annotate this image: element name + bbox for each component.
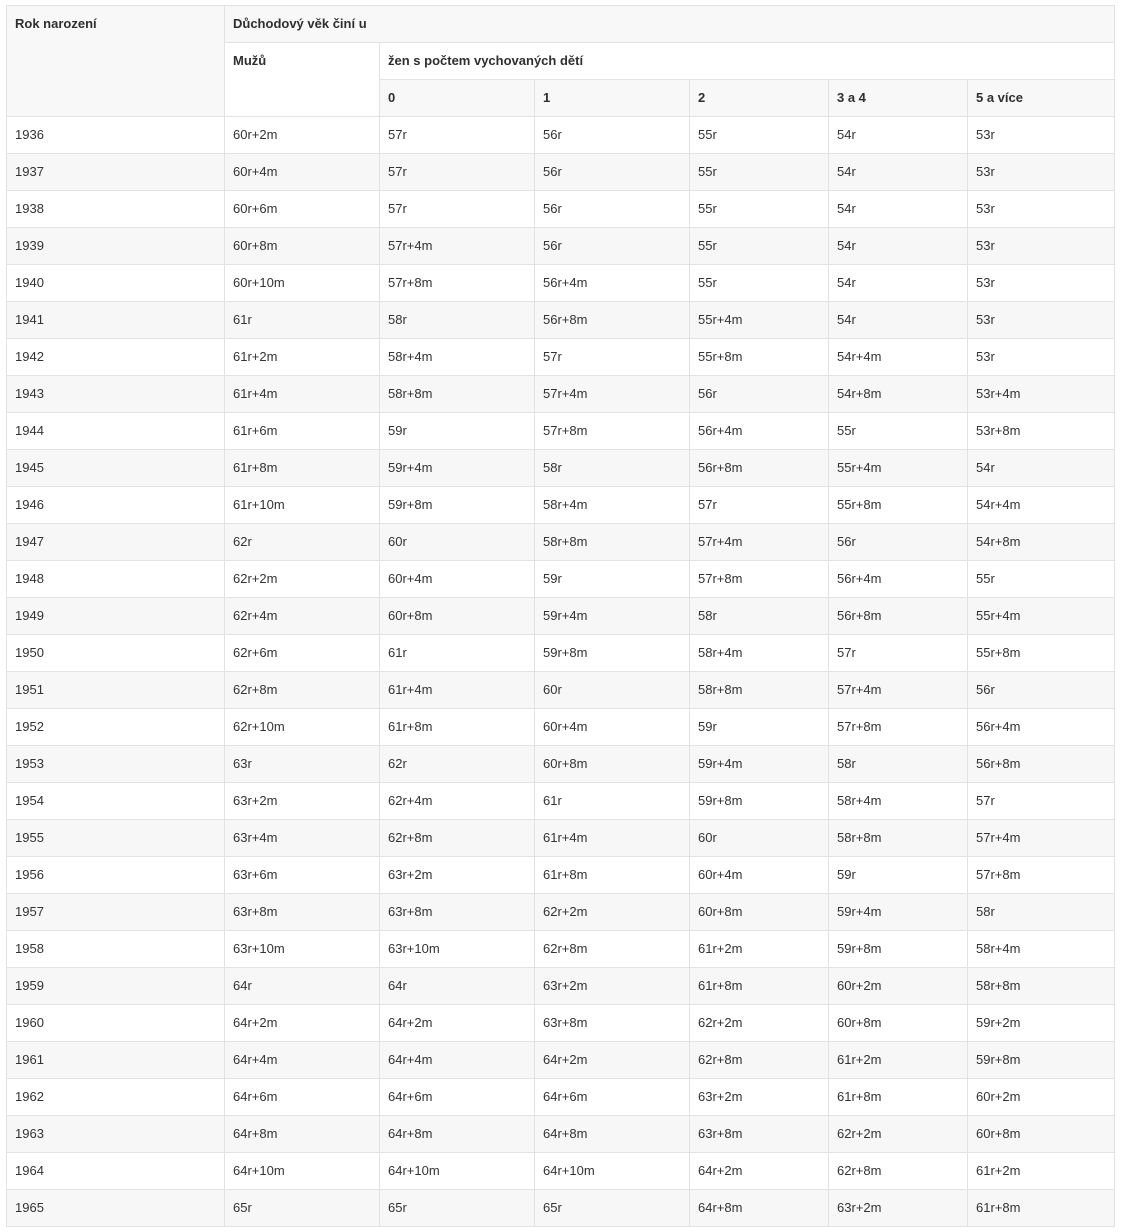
table-row — [7, 1190, 1115, 1227]
cell-women-1: 65r — [535, 1190, 690, 1227]
table-row — [7, 228, 1115, 265]
cell-men: 64r+8m — [225, 1116, 380, 1153]
cell-women-0: 57r — [380, 117, 535, 154]
cell-women-0: 61r — [380, 635, 535, 672]
cell-women-1: 56r — [535, 191, 690, 228]
cell-men: 60r+10m — [225, 265, 380, 302]
cell-men: 62r+4m — [225, 598, 380, 635]
cell-year: 1952 — [7, 709, 225, 746]
cell-women-2: 60r — [690, 820, 829, 857]
cell-year: 1957 — [7, 894, 225, 931]
table-row — [7, 1116, 1115, 1153]
cell-women-0: 57r+8m — [380, 265, 535, 302]
cell-year: 1945 — [7, 450, 225, 487]
cell-year: 1940 — [7, 265, 225, 302]
cell-women-2: 61r+2m — [690, 931, 829, 968]
cell-women-0: 59r+8m — [380, 487, 535, 524]
cell-women-3-4: 55r+4m — [829, 450, 968, 487]
header-year: Rok narození — [7, 6, 225, 117]
cell-women-2: 55r — [690, 228, 829, 265]
cell-women-0: 58r — [380, 302, 535, 339]
cell-women-2: 58r+8m — [690, 672, 829, 709]
cell-men: 63r+2m — [225, 783, 380, 820]
cell-men: 62r+8m — [225, 672, 380, 709]
cell-women-3-4: 58r — [829, 746, 968, 783]
cell-women-3-4: 57r+8m — [829, 709, 968, 746]
table-row — [7, 154, 1115, 191]
retirement-age-table-container — [6, 5, 1114, 1227]
cell-women-3-4: 54r+8m — [829, 376, 968, 413]
cell-women-1: 62r+8m — [535, 931, 690, 968]
cell-women-3-4: 61r+2m — [829, 1042, 968, 1079]
cell-women-5-plus: 53r+4m — [968, 376, 1115, 413]
cell-women-1: 59r+8m — [535, 635, 690, 672]
cell-women-5-plus: 54r — [968, 450, 1115, 487]
cell-women-2: 55r+8m — [690, 339, 829, 376]
cell-men: 63r+6m — [225, 857, 380, 894]
cell-men: 63r+4m — [225, 820, 380, 857]
header-children-2: 2 — [690, 80, 829, 117]
cell-men: 64r — [225, 968, 380, 1005]
table-header — [7, 6, 1115, 117]
cell-women-2: 59r — [690, 709, 829, 746]
cell-women-1: 58r — [535, 450, 690, 487]
table-row — [7, 1042, 1115, 1079]
cell-women-0: 57r — [380, 154, 535, 191]
cell-women-0: 64r — [380, 968, 535, 1005]
cell-women-2: 63r+2m — [690, 1079, 829, 1116]
cell-year: 1944 — [7, 413, 225, 450]
table-row — [7, 1153, 1115, 1190]
cell-women-2: 63r+8m — [690, 1116, 829, 1153]
cell-women-5-plus: 55r+8m — [968, 635, 1115, 672]
cell-women-0: 59r — [380, 413, 535, 450]
cell-women-1: 64r+8m — [535, 1116, 690, 1153]
cell-year: 1950 — [7, 635, 225, 672]
table-row — [7, 450, 1115, 487]
cell-women-3-4: 54r+4m — [829, 339, 968, 376]
cell-women-5-plus: 56r — [968, 672, 1115, 709]
header-retirement-age: Důchodový věk činí u — [225, 6, 1115, 43]
table-row — [7, 191, 1115, 228]
cell-women-5-plus: 53r — [968, 154, 1115, 191]
cell-year: 1959 — [7, 968, 225, 1005]
cell-women-2: 59r+8m — [690, 783, 829, 820]
cell-men: 61r+6m — [225, 413, 380, 450]
cell-women-1: 63r+8m — [535, 1005, 690, 1042]
cell-men: 61r+8m — [225, 450, 380, 487]
cell-women-0: 57r — [380, 191, 535, 228]
cell-women-1: 60r — [535, 672, 690, 709]
cell-women-5-plus: 54r+4m — [968, 487, 1115, 524]
cell-women-0: 57r+4m — [380, 228, 535, 265]
header-women-children: žen s počtem vychovaných dětí — [380, 43, 1115, 80]
cell-men: 63r+10m — [225, 931, 380, 968]
cell-women-5-plus: 53r — [968, 228, 1115, 265]
table-row — [7, 1005, 1115, 1042]
table-row — [7, 265, 1115, 302]
cell-men: 60r+8m — [225, 228, 380, 265]
cell-men: 60r+4m — [225, 154, 380, 191]
cell-women-3-4: 58r+4m — [829, 783, 968, 820]
cell-women-1: 58r+8m — [535, 524, 690, 561]
cell-women-1: 64r+2m — [535, 1042, 690, 1079]
cell-women-2: 60r+4m — [690, 857, 829, 894]
cell-women-1: 57r+8m — [535, 413, 690, 450]
cell-women-5-plus: 58r+4m — [968, 931, 1115, 968]
cell-men: 63r — [225, 746, 380, 783]
cell-women-1: 56r — [535, 117, 690, 154]
header-children-0: 0 — [380, 80, 535, 117]
cell-men: 62r+2m — [225, 561, 380, 598]
cell-women-2: 57r+8m — [690, 561, 829, 598]
table-row — [7, 931, 1115, 968]
cell-women-0: 60r+8m — [380, 598, 535, 635]
cell-year: 1947 — [7, 524, 225, 561]
cell-women-1: 58r+4m — [535, 487, 690, 524]
cell-women-1: 61r+8m — [535, 857, 690, 894]
cell-women-5-plus: 57r+4m — [968, 820, 1115, 857]
cell-men: 65r — [225, 1190, 380, 1227]
cell-women-0: 62r — [380, 746, 535, 783]
cell-women-2: 55r+4m — [690, 302, 829, 339]
cell-women-2: 55r — [690, 117, 829, 154]
table-row — [7, 746, 1115, 783]
cell-women-2: 57r — [690, 487, 829, 524]
cell-women-0: 59r+4m — [380, 450, 535, 487]
cell-women-0: 64r+4m — [380, 1042, 535, 1079]
cell-women-0: 61r+8m — [380, 709, 535, 746]
cell-women-5-plus: 57r+8m — [968, 857, 1115, 894]
header-row-1 — [7, 6, 1115, 43]
table-row — [7, 524, 1115, 561]
cell-year: 1937 — [7, 154, 225, 191]
cell-women-3-4: 63r+2m — [829, 1190, 968, 1227]
table-row — [7, 302, 1115, 339]
cell-women-2: 56r+8m — [690, 450, 829, 487]
header-children-1: 1 — [535, 80, 690, 117]
cell-women-5-plus: 61r+8m — [968, 1190, 1115, 1227]
cell-women-3-4: 54r — [829, 228, 968, 265]
cell-women-0: 64r+2m — [380, 1005, 535, 1042]
retirement-age-table — [6, 5, 1115, 1227]
table-row — [7, 894, 1115, 931]
cell-women-3-4: 54r — [829, 265, 968, 302]
cell-year: 1956 — [7, 857, 225, 894]
cell-men: 64r+2m — [225, 1005, 380, 1042]
cell-women-1: 57r — [535, 339, 690, 376]
cell-women-3-4: 60r+2m — [829, 968, 968, 1005]
cell-year: 1955 — [7, 820, 225, 857]
cell-women-0: 63r+10m — [380, 931, 535, 968]
cell-women-0: 63r+8m — [380, 894, 535, 931]
cell-women-1: 56r — [535, 154, 690, 191]
cell-women-1: 59r+4m — [535, 598, 690, 635]
table-row — [7, 413, 1115, 450]
cell-women-1: 61r+4m — [535, 820, 690, 857]
cell-women-2: 59r+4m — [690, 746, 829, 783]
cell-women-5-plus: 53r — [968, 265, 1115, 302]
cell-year: 1961 — [7, 1042, 225, 1079]
cell-women-2: 56r — [690, 376, 829, 413]
cell-women-1: 56r — [535, 228, 690, 265]
cell-women-5-plus: 53r — [968, 117, 1115, 154]
cell-women-5-plus: 56r+8m — [968, 746, 1115, 783]
cell-year: 1942 — [7, 339, 225, 376]
cell-women-2: 58r — [690, 598, 829, 635]
cell-men: 62r+6m — [225, 635, 380, 672]
cell-men: 64r+10m — [225, 1153, 380, 1190]
cell-year: 1939 — [7, 228, 225, 265]
cell-women-5-plus: 55r+4m — [968, 598, 1115, 635]
cell-women-2: 60r+8m — [690, 894, 829, 931]
cell-women-3-4: 56r+8m — [829, 598, 968, 635]
cell-women-1: 57r+4m — [535, 376, 690, 413]
cell-women-2: 55r — [690, 154, 829, 191]
header-children-5-plus: 5 a více — [968, 80, 1115, 117]
cell-men: 64r+6m — [225, 1079, 380, 1116]
cell-women-5-plus: 57r — [968, 783, 1115, 820]
cell-women-0: 60r+4m — [380, 561, 535, 598]
cell-women-5-plus: 53r+8m — [968, 413, 1115, 450]
cell-women-1: 61r — [535, 783, 690, 820]
cell-year: 1962 — [7, 1079, 225, 1116]
table-row — [7, 1079, 1115, 1116]
cell-women-3-4: 56r+4m — [829, 561, 968, 598]
table-row — [7, 561, 1115, 598]
cell-year: 1948 — [7, 561, 225, 598]
cell-year: 1963 — [7, 1116, 225, 1153]
table-row — [7, 783, 1115, 820]
cell-women-2: 64r+2m — [690, 1153, 829, 1190]
cell-women-1: 62r+2m — [535, 894, 690, 931]
cell-men: 61r+4m — [225, 376, 380, 413]
cell-women-2: 56r+4m — [690, 413, 829, 450]
cell-women-3-4: 59r+4m — [829, 894, 968, 931]
cell-women-3-4: 57r — [829, 635, 968, 672]
cell-women-5-plus: 59r+8m — [968, 1042, 1115, 1079]
cell-women-1: 56r+4m — [535, 265, 690, 302]
cell-women-5-plus: 58r — [968, 894, 1115, 931]
cell-year: 1954 — [7, 783, 225, 820]
cell-women-2: 55r — [690, 191, 829, 228]
cell-year: 1965 — [7, 1190, 225, 1227]
cell-men: 61r — [225, 302, 380, 339]
cell-women-0: 64r+6m — [380, 1079, 535, 1116]
cell-year: 1946 — [7, 487, 225, 524]
cell-women-3-4: 55r — [829, 413, 968, 450]
table-body — [7, 117, 1115, 1227]
cell-women-1: 64r+10m — [535, 1153, 690, 1190]
cell-women-0: 63r+2m — [380, 857, 535, 894]
cell-women-1: 59r — [535, 561, 690, 598]
table-row — [7, 857, 1115, 894]
table-row — [7, 709, 1115, 746]
cell-women-5-plus: 60r+2m — [968, 1079, 1115, 1116]
cell-women-3-4: 62r+8m — [829, 1153, 968, 1190]
cell-women-3-4: 59r+8m — [829, 931, 968, 968]
cell-women-3-4: 59r — [829, 857, 968, 894]
cell-women-0: 60r — [380, 524, 535, 561]
cell-men: 60r+2m — [225, 117, 380, 154]
cell-women-3-4: 55r+8m — [829, 487, 968, 524]
cell-women-5-plus: 56r+4m — [968, 709, 1115, 746]
cell-men: 63r+8m — [225, 894, 380, 931]
cell-women-5-plus: 60r+8m — [968, 1116, 1115, 1153]
cell-women-5-plus: 55r — [968, 561, 1115, 598]
header-men: Mužů — [225, 43, 380, 117]
cell-year: 1951 — [7, 672, 225, 709]
cell-women-0: 62r+8m — [380, 820, 535, 857]
table-row — [7, 339, 1115, 376]
cell-men: 61r+10m — [225, 487, 380, 524]
cell-year: 1943 — [7, 376, 225, 413]
cell-women-2: 57r+4m — [690, 524, 829, 561]
cell-women-3-4: 54r — [829, 117, 968, 154]
cell-women-5-plus: 54r+8m — [968, 524, 1115, 561]
cell-year: 1936 — [7, 117, 225, 154]
cell-women-5-plus: 58r+8m — [968, 968, 1115, 1005]
cell-year: 1958 — [7, 931, 225, 968]
cell-women-1: 60r+4m — [535, 709, 690, 746]
table-row — [7, 820, 1115, 857]
cell-women-2: 55r — [690, 265, 829, 302]
cell-women-5-plus: 53r — [968, 339, 1115, 376]
cell-women-3-4: 60r+8m — [829, 1005, 968, 1042]
cell-women-0: 58r+8m — [380, 376, 535, 413]
cell-women-3-4: 56r — [829, 524, 968, 561]
cell-men: 62r — [225, 524, 380, 561]
cell-year: 1949 — [7, 598, 225, 635]
cell-year: 1960 — [7, 1005, 225, 1042]
table-row — [7, 117, 1115, 154]
table-row — [7, 487, 1115, 524]
cell-women-3-4: 57r+4m — [829, 672, 968, 709]
cell-women-1: 56r+8m — [535, 302, 690, 339]
cell-women-3-4: 62r+2m — [829, 1116, 968, 1153]
cell-women-1: 64r+6m — [535, 1079, 690, 1116]
cell-women-2: 62r+2m — [690, 1005, 829, 1042]
cell-women-1: 60r+8m — [535, 746, 690, 783]
header-children-3-4: 3 a 4 — [829, 80, 968, 117]
table-row — [7, 672, 1115, 709]
table-row — [7, 376, 1115, 413]
cell-women-2: 58r+4m — [690, 635, 829, 672]
cell-women-0: 64r+8m — [380, 1116, 535, 1153]
cell-women-5-plus: 59r+2m — [968, 1005, 1115, 1042]
cell-women-2: 61r+8m — [690, 968, 829, 1005]
cell-men: 62r+10m — [225, 709, 380, 746]
cell-women-0: 58r+4m — [380, 339, 535, 376]
cell-women-3-4: 54r — [829, 154, 968, 191]
cell-women-0: 64r+10m — [380, 1153, 535, 1190]
cell-men: 61r+2m — [225, 339, 380, 376]
table-row — [7, 635, 1115, 672]
cell-men: 60r+6m — [225, 191, 380, 228]
cell-year: 1938 — [7, 191, 225, 228]
cell-year: 1953 — [7, 746, 225, 783]
cell-women-2: 64r+8m — [690, 1190, 829, 1227]
cell-women-5-plus: 53r — [968, 302, 1115, 339]
cell-women-3-4: 54r — [829, 302, 968, 339]
cell-women-3-4: 61r+8m — [829, 1079, 968, 1116]
cell-year: 1941 — [7, 302, 225, 339]
table-row — [7, 968, 1115, 1005]
cell-women-0: 62r+4m — [380, 783, 535, 820]
cell-women-1: 63r+2m — [535, 968, 690, 1005]
cell-men: 64r+4m — [225, 1042, 380, 1079]
cell-women-5-plus: 53r — [968, 191, 1115, 228]
cell-women-2: 62r+8m — [690, 1042, 829, 1079]
table-row — [7, 598, 1115, 635]
cell-women-3-4: 58r+8m — [829, 820, 968, 857]
cell-women-0: 61r+4m — [380, 672, 535, 709]
cell-women-0: 65r — [380, 1190, 535, 1227]
cell-women-5-plus: 61r+2m — [968, 1153, 1115, 1190]
cell-women-3-4: 54r — [829, 191, 968, 228]
cell-year: 1964 — [7, 1153, 225, 1190]
